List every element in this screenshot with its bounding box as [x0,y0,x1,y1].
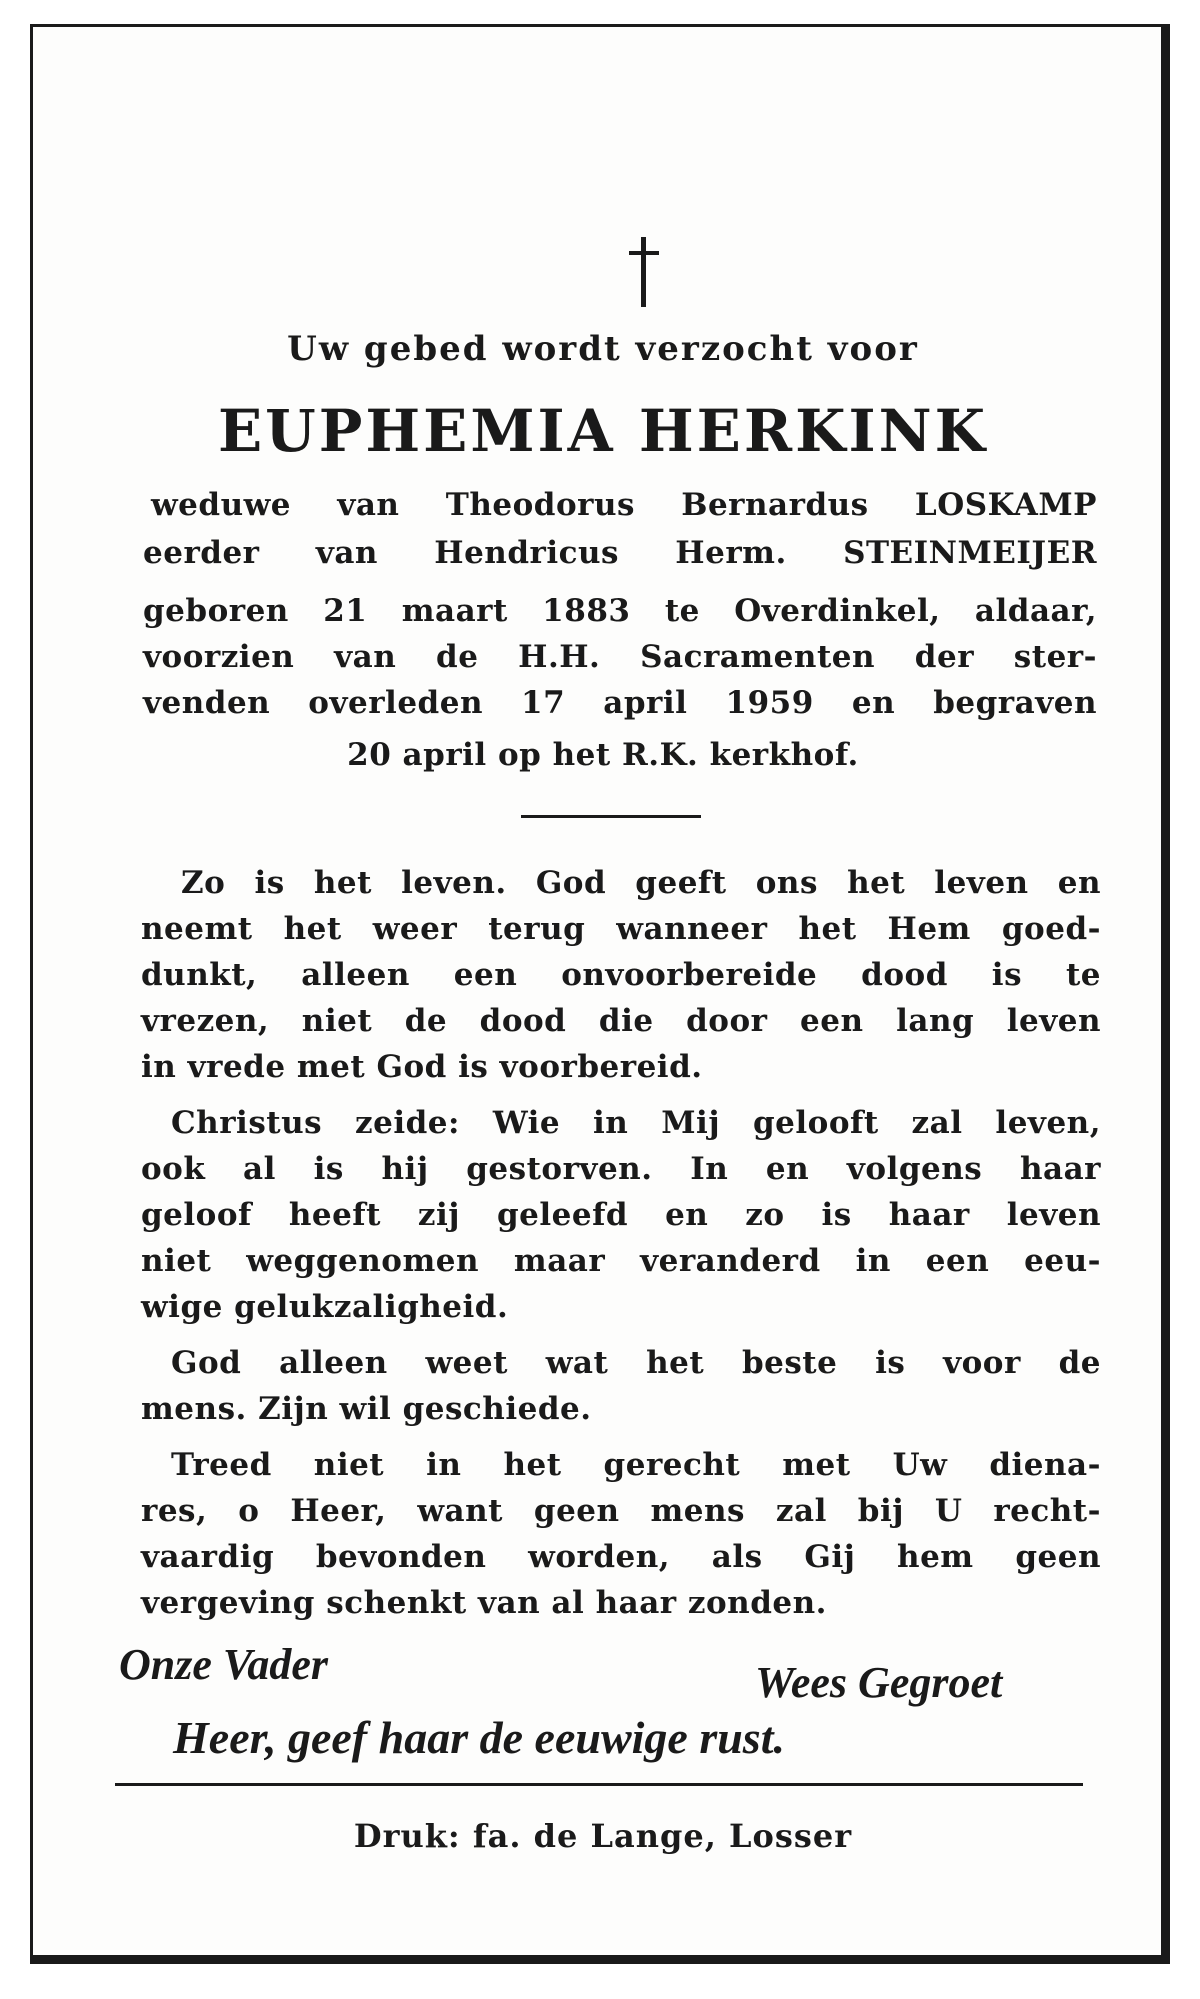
paragraph-line: vrezen, niet de dood die door een lang leven [141,1003,1101,1039]
printer-credit: Druk: fa. de Lange, Losser [353,1817,853,1855]
paragraph-line: res, o Heer, want geen mens zal bij U recht- [141,1493,1101,1529]
paragraph-line: neemt het weer terug wanneer het Hem goed- [141,911,1101,947]
paragraph-line: Zo is het leven. God geeft ons het leven en [181,865,1101,901]
bio-line: weduwe van Theodorus Bernardus LOSKAMP [151,487,1097,523]
paragraph-line: ook al is hij gestorven. In en volgens haar [141,1151,1101,1187]
paragraph-line: Treed niet in het gerecht met Uw diena- [171,1447,1101,1483]
bio-line: eerder van Hendricus Herm. STEINMEIJER [143,535,1097,571]
prayer-wees-gegroet: Wees Gegroet [755,1658,1003,1707]
paragraph-line: dunkt, alleen een onvoorbereide dood is te [141,957,1101,993]
paragraph-line: wige gelukzaligheid. [141,1289,509,1325]
bio-line: voorzien van de H.H. Sacramenten der ster- [143,639,1097,675]
prayer-eeuwige-rust: Heer, geef haar de eeuwige rust. [173,1712,785,1763]
prayer-onze-vader: Onze Vader [119,1640,329,1689]
bio-line: geboren 21 maart 1883 te Overdinkel, aldaar, [143,593,1097,629]
bio-line: 20 april op het R.K. kerkhof. [347,737,859,773]
deceased-name: EUPHEMIA HERKINK [217,397,989,465]
paragraph-line: vergeving schenkt van al haar zonden. [141,1585,827,1621]
intro-text: Uw gebed wordt verzocht voor [287,329,919,369]
paragraph-line: geloof heeft zij geleefd en zo is haar leven [141,1197,1101,1233]
paragraph-line: Christus zeide: Wie in Mij gelooft zal leven, [171,1105,1101,1141]
bio-line: venden overleden 17 april 1959 en begraven [143,685,1097,721]
paragraph-line: in vrede met God is voorbereid. [141,1049,703,1085]
divider [115,1783,1083,1786]
paragraph-line: mens. Zijn wil geschiede. [141,1391,592,1427]
paragraph-line: God alleen weet wat het beste is voor de [171,1345,1101,1381]
paragraph-line: vaardig bevonden worden, als Gij hem geen [141,1539,1101,1575]
paragraph-line: niet weggenomen maar veranderd in een eeu- [141,1243,1101,1279]
divider [521,815,701,818]
cross-icon [629,237,659,307]
memorial-card [30,24,1170,1964]
